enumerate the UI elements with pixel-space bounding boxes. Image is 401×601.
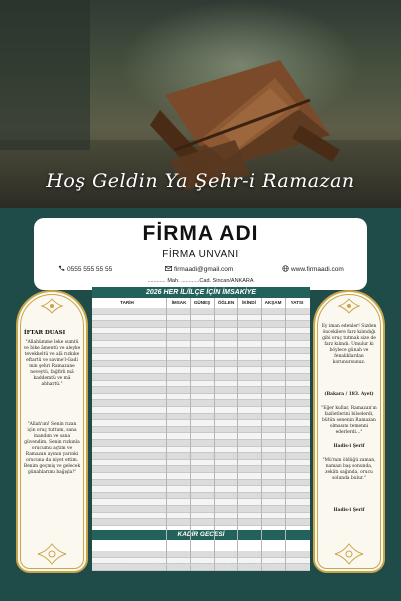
table-row	[92, 466, 310, 473]
phone-icon	[58, 265, 65, 272]
company-title: FİRMA UNVANI	[162, 249, 239, 260]
table-row	[92, 321, 310, 328]
ornament-top-icon	[337, 298, 361, 314]
kadir-gecesi-bar: KADİR GECESİ	[92, 530, 310, 540]
iftar-dua-title: İFTAR DUASI	[24, 330, 66, 336]
table-row	[92, 480, 310, 487]
table-row	[92, 486, 310, 493]
table-row	[92, 394, 310, 401]
column-divider	[237, 298, 238, 571]
table-row	[92, 447, 310, 454]
table-row	[92, 367, 310, 374]
table-row	[92, 506, 310, 513]
header-imsak: İMSAK	[171, 300, 187, 305]
table-row	[92, 414, 310, 421]
email-contact	[165, 265, 233, 273]
table-row	[92, 427, 310, 434]
column-divider	[190, 298, 191, 571]
header-gunes: GÜNEŞ	[193, 300, 211, 305]
hadith-1-text: "Eğer kullar, Ramazan'ın faziletlerini bilselerdi, bütün senenin Ramazan olmasını temenni ederlerdi…"	[321, 406, 377, 435]
hadith-2-reference	[320, 508, 378, 514]
company-address: ............ Mah. ............Cad. Sincan/ANKARA	[147, 278, 254, 284]
table-row	[92, 493, 310, 500]
table-row	[92, 440, 310, 447]
table-row	[92, 551, 310, 558]
header-yatsi: YATSI	[290, 300, 304, 305]
column-divider	[166, 298, 167, 571]
header-date: TARİH	[120, 300, 134, 305]
table-row	[92, 334, 310, 341]
table-row	[92, 341, 310, 348]
right-verse-panel	[313, 290, 385, 573]
hero-image	[0, 0, 401, 212]
hadith-2-text: "Mü'min öldüğü zaman, namazı baş sonunda, zekâtı sağında, orucu solunda bulur."	[322, 458, 376, 481]
header-ikindi: İKİNDİ	[242, 300, 256, 305]
iftar-dua-meaning: "Allah'ım! Senin rızan için oruç tuttum, sana inandım ve sana güvendim. Senin rızkınla orucumu açtım ve Ramazan ayının yarınki orucuna da niyet ettim. Benim geçmiş ve gelecek günahlarımı bağışla!"	[23, 422, 81, 475]
table-row	[92, 453, 310, 460]
table-row	[92, 315, 310, 322]
table-row	[92, 400, 310, 407]
verse-text: Ey iman edenler! Sizden öncekilere farz kılındığı gibi oruç tutmak size de farz kılındı. Umulur ki böylece günah ve fenalıklardan korunursunuz.	[321, 324, 377, 365]
table-row	[92, 420, 310, 427]
welcome-calligraphy: Hoş Geldin Ya Şehr-i Ramazan	[46, 170, 355, 192]
table-row	[92, 361, 310, 368]
mail-icon	[165, 265, 172, 272]
column-divider	[285, 298, 286, 571]
table-row	[92, 328, 310, 335]
table-row	[92, 433, 310, 440]
verse-reference	[320, 392, 378, 398]
company-name: FİRMA ADI	[142, 222, 259, 245]
website-contact	[282, 265, 344, 273]
ornament-top-icon	[40, 298, 64, 314]
table-row	[92, 460, 310, 467]
table-row	[92, 519, 310, 526]
table-row	[92, 407, 310, 414]
table-title: 2026 HER İL/İLÇE İÇİN İMSAKİYE	[92, 287, 310, 298]
email-address: firmaadi@gmail.com	[174, 266, 234, 273]
iftar-dua-arabic: "Allahümme leke sumtü ve bike âmentü ve aleyke tevekkeltü ve alâ rızkıke eftartü ve savme'l-Gadi min şehri Ramazane neveytü, fağfirli mâ kaddemtü ve mâ ahhartü."	[23, 340, 81, 387]
bayram-footnote: 20 Mart 2026 Cuma Ramazan Bayramının 1. Günüdür (Bayram Namazı Saati: )	[133, 563, 268, 567]
table-row	[92, 348, 310, 355]
table-row	[92, 499, 310, 506]
table-row	[92, 387, 310, 394]
phone-number: 0555 555 55 55	[67, 266, 113, 273]
ornament-bottom-icon	[333, 542, 365, 566]
globe-icon	[282, 265, 289, 272]
phone-contact	[58, 265, 112, 273]
table-row	[92, 308, 310, 315]
table-header-row	[92, 298, 310, 308]
website-url: www.firmaadi.com	[291, 266, 344, 273]
table-row	[92, 374, 310, 381]
verse-ref-text: (Bakara / 183. Ayet)	[324, 392, 374, 397]
hadith-1-ref-text: Hadis-i Şerif	[333, 444, 365, 449]
header-aksam: AKŞAM	[264, 300, 282, 305]
table-row	[92, 381, 310, 388]
table-row	[92, 513, 310, 520]
hadith-2-ref-text: Hadis-i Şerif	[333, 508, 365, 513]
left-dua-panel	[16, 290, 88, 573]
column-divider	[261, 298, 262, 571]
table-row	[92, 354, 310, 361]
table-row	[92, 473, 310, 480]
hadith-1-reference	[320, 444, 378, 450]
column-divider	[214, 298, 215, 571]
header-oglen: ÖĞLEN	[217, 300, 235, 305]
ornament-bottom-icon	[36, 542, 68, 566]
imsakiye-table	[92, 287, 310, 571]
company-card	[34, 218, 367, 290]
